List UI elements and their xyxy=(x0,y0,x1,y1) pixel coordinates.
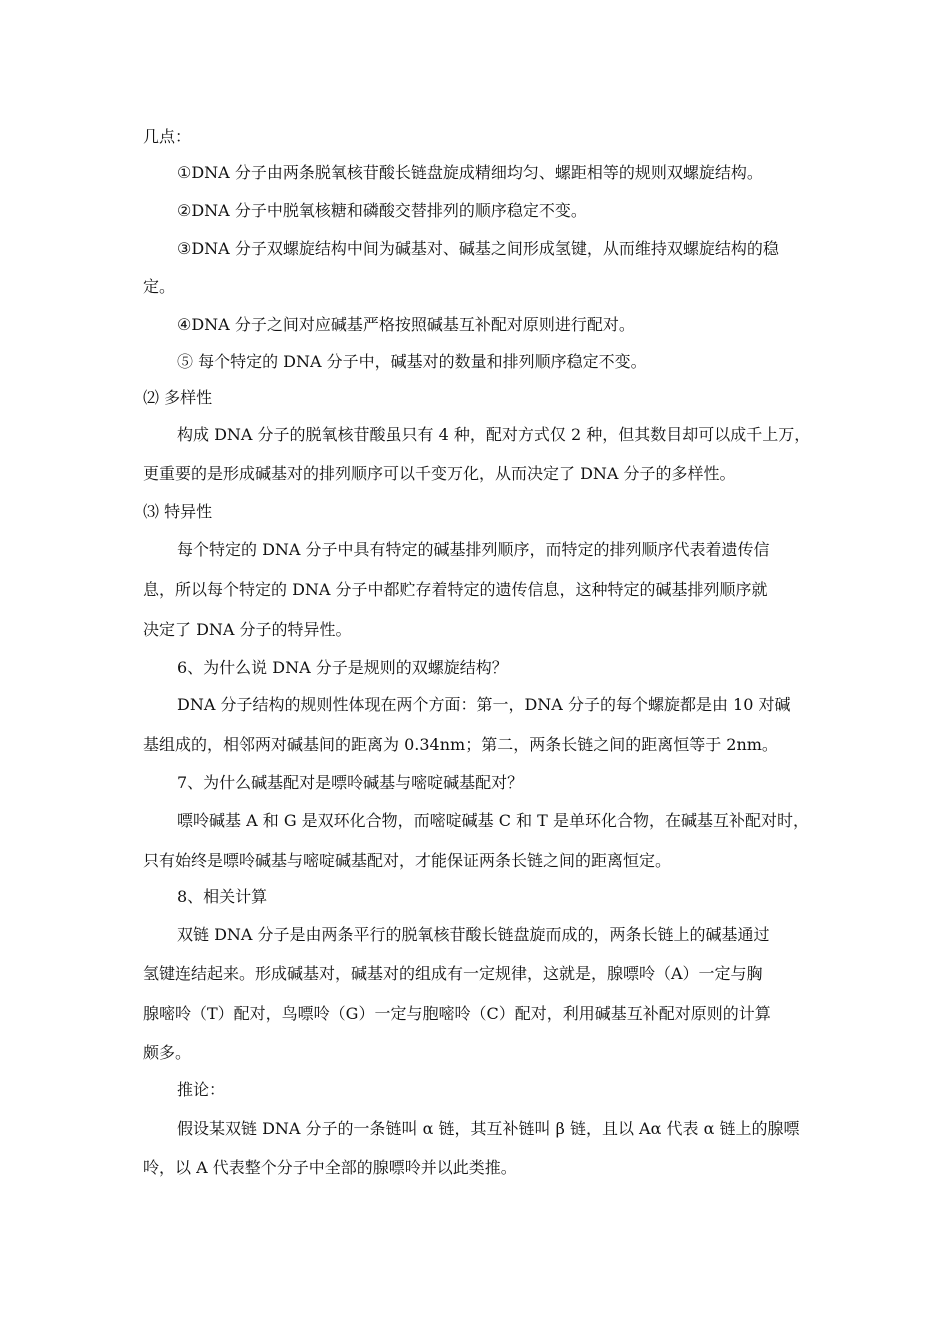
text-line-diversity-2: 更重要的是形成碱基对的排列顺序可以千变万化，从而决定了 DNA 分子的多样性。 xyxy=(143,464,736,483)
text-line-answer-6-1: DNA 分子结构的规则性体现在两个方面：第一，DNA 分子的每个螺旋都是由 10 对碱 xyxy=(177,695,791,714)
text-line-intro: 几点： xyxy=(143,127,192,146)
question-heading-8: 8、相关计算 xyxy=(177,887,268,906)
text-line-specificity-3: 决定了 DNA 分子的特异性。 xyxy=(143,620,352,639)
text-line-specificity-2: 息，所以每个特定的 DNA 分子中都贮存着特定的遗传信息，这种特定的碱基排列顺序就 xyxy=(143,580,768,599)
text-line-answer-7-1: 嘌呤碱基 A 和 G 是双环化合物，而嘧啶碱基 C 和 T 是单环化合物，在碱基互补配对时， xyxy=(177,811,809,830)
question-heading-7: 7、为什么碱基配对是嘌呤碱基与嘧啶碱基配对？ xyxy=(177,773,524,792)
text-line-answer-8-2: 氢键连结起来。形成碱基对，碱基对的组成有一定规律，这就是，腺嘌呤（A）一定与胸 xyxy=(143,964,763,983)
text-line-point-5: ⑤ 每个特定的 DNA 分子中，碱基对的数量和排列顺序稳定不变。 xyxy=(177,352,647,371)
text-line-answer-8-3: 腺嘧呤（T）配对，鸟嘌呤（G）一定与胞嘧呤（C）配对，利用碱基互补配对原则的计算 xyxy=(143,1004,771,1023)
section-heading-specificity: ⑶ 特异性 xyxy=(143,502,213,521)
text-line-diversity-1: 构成 DNA 分子的脱氧核苷酸虽只有 4 种，配对方式仅 2 种，但其数目却可以成千上万， xyxy=(177,425,811,444)
text-line-inference-2: 呤，以 A 代表整个分子中全部的腺嘌呤并以此类推。 xyxy=(143,1158,517,1177)
text-line-specificity-1: 每个特定的 DNA 分子中具有特定的碱基排列顺序，而特定的排列顺序代表着遗传信 xyxy=(177,540,770,559)
text-line-answer-7-2: 只有始终是嘌呤碱基与嘧啶碱基配对，才能保证两条长链之间的距离恒定。 xyxy=(143,851,672,870)
text-line-answer-8-4: 颇多。 xyxy=(143,1043,192,1062)
heading-inference: 推论： xyxy=(177,1080,226,1099)
text-line-point-4: ④DNA 分子之间对应碱基严格按照碱基互补配对原则进行配对。 xyxy=(177,315,635,334)
text-line-inference-1: 假设某双链 DNA 分子的一条链叫 α 链，其互补链叫 β 链，且以 Aα 代表 α 链上的腺嘌 xyxy=(177,1119,800,1138)
text-line-answer-8-1: 双链 DNA 分子是由两条平行的脱氧核苷酸长链盘旋而成的，两条长链上的碱基通过 xyxy=(177,925,770,944)
text-line-point-3-cont: 定。 xyxy=(143,277,176,296)
text-line-point-2: ②DNA 分子中脱氧核糖和磷酸交替排列的顺序稳定不变。 xyxy=(177,201,587,220)
text-line-answer-6-2: 基组成的，相邻两对碱基间的距离为 0.34nm；第二，两条长链之间的距离恒等于 2nm。 xyxy=(143,735,778,754)
text-line-point-3: ③DNA 分子双螺旋结构中间为碱基对、碱基之间形成氢键，从而维持双螺旋结构的稳 xyxy=(177,239,779,258)
section-heading-diversity: ⑵ 多样性 xyxy=(143,388,213,407)
question-heading-6: 6、为什么说 DNA 分子是规则的双螺旋结构？ xyxy=(177,658,508,677)
text-line-point-1: ①DNA 分子由两条脱氧核苷酸长链盘旋成精细均匀、螺距相等的规则双螺旋结构。 xyxy=(177,163,763,182)
